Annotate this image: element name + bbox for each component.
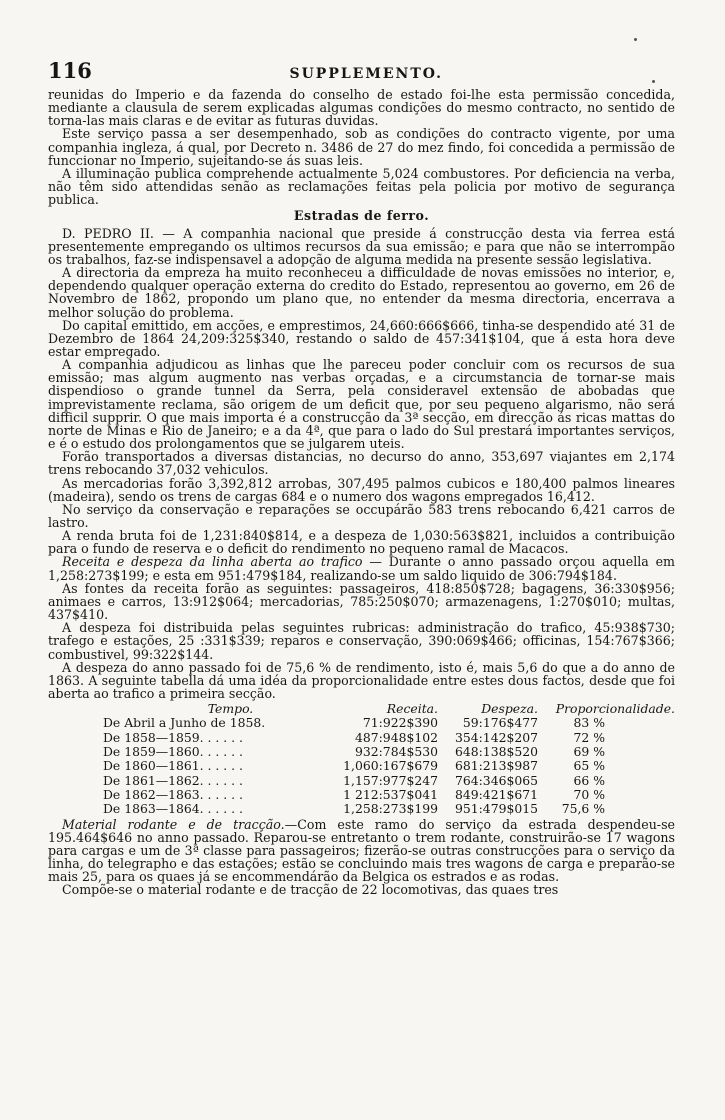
material-lead: Material rodante e de tracção. <box>62 816 285 832</box>
paragraph: Este serviço passa a ser desempenhado, sob as condições do contracto vigente, por uma companhia ingleza, á qual, por Decreto n. 3486 de 27 do mez findo, foi concedida a permissão de funccionar no Imperio, sujeitando-se ás suas leis. <box>48 126 675 168</box>
cell-proporcionalidade: 72 % <box>573 729 605 745</box>
paragraph: A renda bruta foi de 1,231:840$814, e a despeza de 1,030:563$821, incluidos a contribuição para o fundo de reserva e o deficit do rendimento no pequeno ramal de Macacos. <box>48 528 675 557</box>
cell-receita: 487:948$102 <box>354 729 438 745</box>
cell-tempo: De 1862—1863. . . . . . <box>103 786 243 802</box>
page-header <box>48 58 675 88</box>
paragraph: D. PEDRO II. — A companhia nacional que preside á construcção desta via ferrea está presentemente empregando os ultimos recursos da sua emissão; e para que não se interrompão os trabalhos, faz-se indispensavel a adopção de alguma medida na presente sessão legislativa. <box>48 225 675 267</box>
paragraph-material <box>48 818 675 884</box>
paragraph-receita <box>48 555 675 581</box>
receita-text: — Durante o anno passado orçou aquella em 1,258:273$199; e esta em 951:479$184, realizando-se um saldo liquido de 306:794$184. <box>48 554 675 583</box>
table-row <box>48 774 675 788</box>
cell-despeza: 648:138$520 <box>454 744 538 760</box>
paragraph: A companhia adjudicou as linhas que lhe pareceu poder concluir com os recursos de sua emissão; mas algum augmento nas verbas orçadas, e a circumstancia de tornar-se mais dispendioso o grande tunnel da Serra, pela consideravel extensão de abobadas que imprevistamente reclama, são origem de um deficit que, por seu pequeno algarismo, não será difficil supprir. O que mais importa é a construcção da 3ª secção, em direcção ás ricas mattas do norte de Minas e Rio de Janeiro; e a da 4ª, que para o lado do Sul prestará importantes serviços, e é o estudo dos prolongamentos que se julgarem uteis. <box>48 357 675 452</box>
cell-receita: 71:922$390 <box>362 715 438 731</box>
cell-despeza: 951:479$015 <box>454 801 538 817</box>
running-title: SUPPLEMENTO. <box>289 66 443 82</box>
cell-despeza: 354:142$207 <box>454 729 538 745</box>
cell-receita: 1,060:167$679 <box>343 758 438 774</box>
table-row <box>48 731 675 745</box>
cell-tempo: De 1860—1861. . . . . . <box>103 758 243 774</box>
table-row <box>48 759 675 773</box>
cell-despeza: 681:213$987 <box>454 758 538 774</box>
material-text: —Com este ramo do serviço da estrada despendeu-se 195.464$646 no anno passado. Reparou-se entretanto o trem rodante, construirão-se 17 wagons para cargas e um de 3ª classe para passageiros; fizerão-se outras construcções para o serviço da linha, do telegrapho e das estações; estão se concluindo mais tres wagons de carga e preparão-se mais 25, para os quaes já se encommendárão da Belgica os estrados e as rodas. <box>48 816 675 885</box>
paragraph: A despeza foi distribuida pelas seguintes rubricas: administração do trafico, 45:938$730; trafego e estações, 25 :331$339; reparos e conservação, 390:069$466; officinas, 154:767$366; combustivel, 99:322$144. <box>48 620 675 662</box>
page-number: 116 <box>48 58 92 83</box>
paragraph: Do capital emittido, em acções, e emprestimos, 24,660:666$666, tinha-se despendido até 31 de Dezembro de 1864 24,209:325$340, restando o saldo de 457:341$104, que á esta hora deve estar empregado. <box>48 317 675 359</box>
cell-tempo: De Abril a Junho de 1858. <box>103 715 266 731</box>
cell-tempo: De 1859—1860. . . . . . <box>103 744 243 760</box>
column-header: Proporcionalidade. <box>555 701 675 717</box>
column-header: Tempo. <box>207 701 254 717</box>
cell-tempo: De 1858—1859. . . . . . <box>103 729 243 745</box>
cell-proporcionalidade: 70 % <box>573 786 605 802</box>
receita-lead: Receita e despeza da linha aberta ao trafico <box>62 554 363 570</box>
table-row <box>48 788 675 802</box>
paragraph: A despeza do anno passado foi de 75,6 % de rendimento, isto é, mais 5,6 do que a do anno de 1863. A seguinte tabella dá uma idéa da proporcionalidade entre estes dous factos, desde que foi aberta ao trafico a primeira secção. <box>48 659 675 702</box>
paragraph: A illuminação publica comprehende actualmente 5,024 combustores. Por deficiencia na verba, não têm sido attendidas senão as reclamações feitas pela policia por motivo de segurança publica. <box>48 165 675 208</box>
table-row <box>48 716 675 730</box>
table-row <box>48 802 675 816</box>
cell-tempo: De 1861—1862. . . . . . <box>103 772 243 788</box>
cell-proporcionalidade: 83 % <box>573 715 605 731</box>
cell-proporcionalidade: 65 % <box>573 758 605 774</box>
paragraph: As mercadorias forão 3,392,812 arrobas, 307,495 palmos cubicos e 180,400 palmos lineares (madeira), sendo os trens de cargas 684 e o numero dos wagons empregados 16,412. <box>48 475 675 504</box>
cell-receita: 1 212:537$041 <box>343 786 438 802</box>
page-body <box>48 88 675 897</box>
column-header: Receita. <box>386 701 438 717</box>
paragraph: As fontes da receita forão as seguintes: passageiros, 418:850$728; bagagens, 36:330$956; animaes e carros, 13:912$064; mercadorias, 785:250$070; armazenagens, 1:270$010; multas, 437$410. <box>48 580 675 623</box>
section-title: Estradas de ferro. <box>293 208 430 224</box>
cell-tempo: De 1863—1864. . . . . . <box>103 801 243 817</box>
cell-proporcionalidade: 66 % <box>573 772 605 788</box>
paragraph: Compõe-se o material rodante e de tracção de 22 locomotivas, das quaes tres <box>62 882 559 898</box>
paragraph: A directoria da empreza ha muito reconheceu a difficuldade de novas emissões no interior, e, dependendo qualquer operação externa do credito do Estado, representou ao governo, em 26 de Novembro de 1862, propondo um plano que, no entender da mesma directoria, encerrava a melhor solução do problema. <box>48 265 675 320</box>
cell-despeza: 764:346$065 <box>454 772 538 788</box>
paragraph: Forão transportados a diversas distancias, no decurso do anno, 353,697 viajantes em 2,174 trens rebocando 37,032 vehiculos. <box>48 449 675 478</box>
paragraph: No serviço da conservação e reparações se occupárão 583 trens rebocando 6,421 carros de lastro. <box>48 501 675 530</box>
document-page <box>48 58 675 897</box>
paragraph: reunidas do Imperio e da fazenda do conselho de estado foi-lhe esta permissão concedida, mediante a clausula de serem explicadas algumas condições do mesmo contracto, no sentido de torna-las mais claras e de evitar as futuras duvidas. <box>48 87 675 129</box>
cell-receita: 932:784$530 <box>354 744 438 760</box>
cell-receita: 1,258:273$199 <box>343 801 438 817</box>
table-header-row <box>48 702 675 716</box>
cell-despeza: 59:176$477 <box>462 715 538 731</box>
cell-proporcionalidade: 75,6 % <box>561 801 605 817</box>
column-header: Despeza. <box>481 701 538 717</box>
print-speck <box>634 38 637 41</box>
cell-despeza: 849:421$671 <box>454 786 538 802</box>
cell-receita: 1,157:977$247 <box>343 772 438 788</box>
revenue-expense-table <box>48 702 675 816</box>
print-speck <box>652 80 655 83</box>
table-row <box>48 745 675 759</box>
cell-proporcionalidade: 69 % <box>573 744 605 760</box>
